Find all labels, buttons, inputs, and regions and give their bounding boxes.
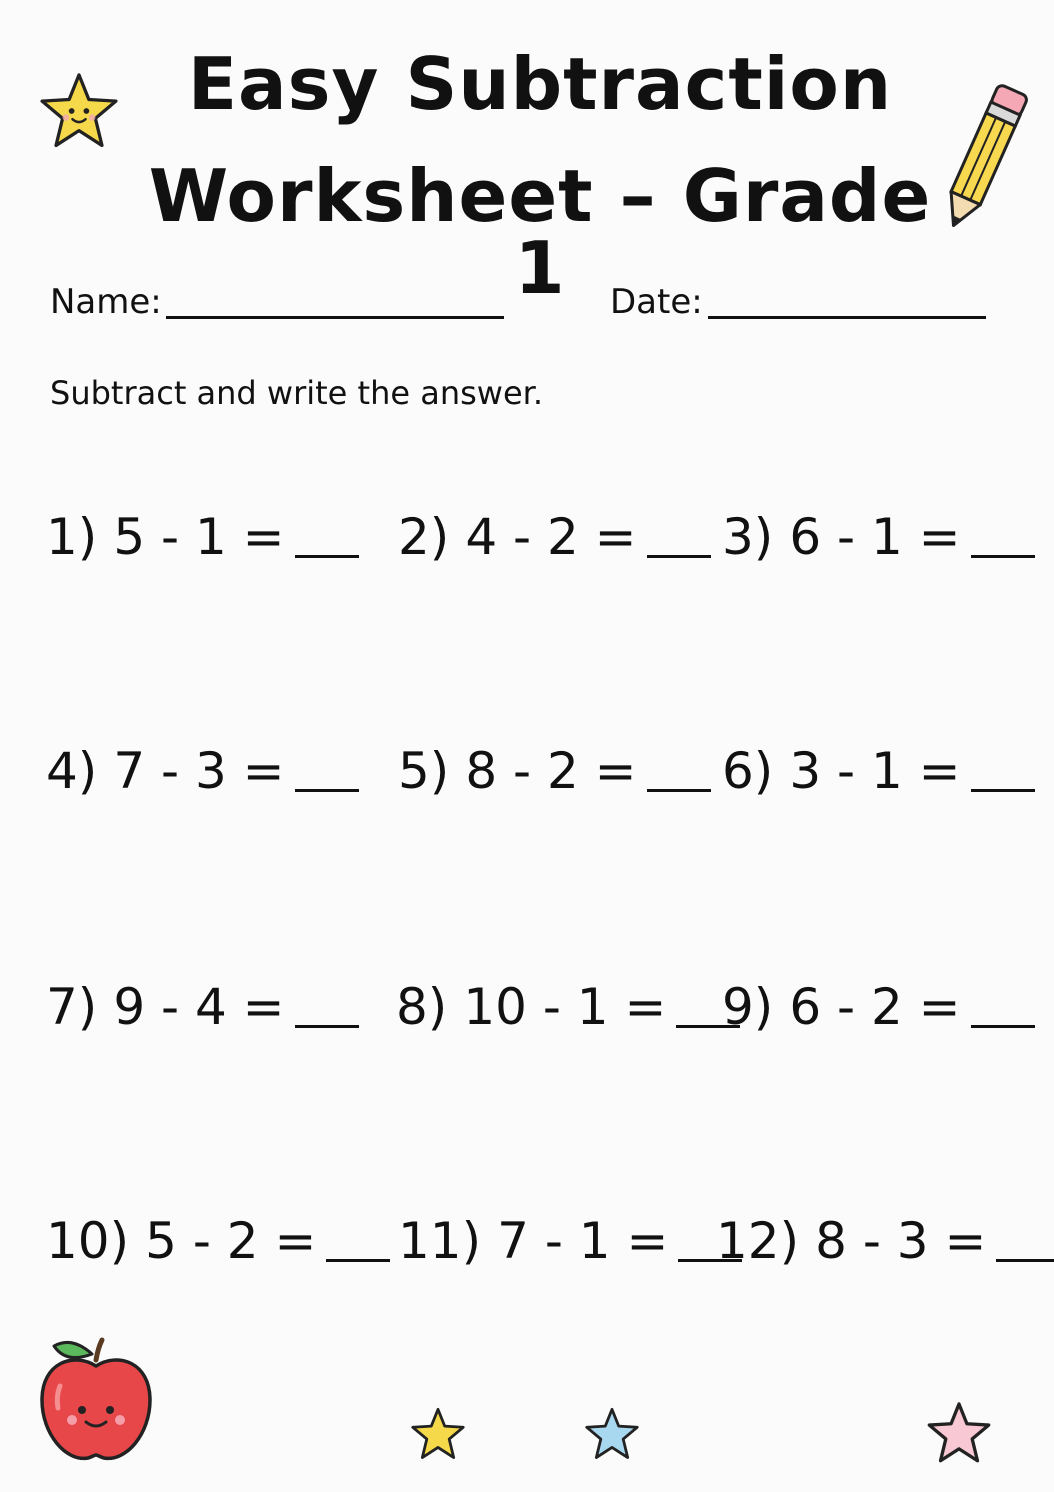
answer-blank[interactable] [295, 789, 359, 792]
problem-item [722, 742, 1035, 800]
problem-number: 8) [396, 978, 448, 1036]
smiling-star-icon [38, 70, 120, 152]
problem-item [46, 508, 359, 566]
instructions-text: Subtract and write the answer. [50, 374, 544, 412]
problem-number: 3) [722, 508, 774, 566]
answer-blank[interactable] [647, 789, 711, 792]
date-field[interactable] [708, 316, 986, 319]
problem-expression: 7 - 3 = [113, 742, 285, 800]
worksheet-title-line1: Easy Subtraction [187, 42, 893, 126]
problem-item [398, 742, 711, 800]
smiling-apple-icon [36, 1334, 156, 1466]
problem-item [46, 742, 359, 800]
answer-blank[interactable] [647, 555, 711, 558]
worksheet-title-line2: Worksheet – Grade 1 [148, 154, 932, 310]
problem-expression: 8 - 3 = [815, 1212, 987, 1270]
problem-number: 2) [398, 508, 450, 566]
answer-blank[interactable] [971, 1025, 1035, 1028]
problem-expression: 4 - 2 = [465, 508, 637, 566]
problem-item [722, 508, 1035, 566]
problem-number: 11) [398, 1212, 482, 1270]
problem-number: 7) [46, 978, 98, 1036]
answer-blank[interactable] [295, 1025, 359, 1028]
problem-expression: 8 - 2 = [465, 742, 637, 800]
date-label: Date: [610, 282, 703, 322]
problem-expression: 5 - 1 = [113, 508, 285, 566]
problem-expression: 6 - 2 = [789, 978, 961, 1036]
answer-blank[interactable] [971, 789, 1035, 792]
pencil-icon [934, 74, 1034, 240]
problem-number: 1) [46, 508, 98, 566]
name-label: Name: [50, 282, 162, 322]
problem-number: 6) [722, 742, 774, 800]
answer-blank[interactable] [971, 555, 1035, 558]
name-field[interactable] [166, 316, 504, 319]
problem-expression: 7 - 1 = [497, 1212, 669, 1270]
problem-number: 12) [716, 1212, 800, 1270]
problem-item [398, 1212, 742, 1270]
problem-number: 4) [46, 742, 98, 800]
problem-number: 9) [722, 978, 774, 1036]
problem-expression: 10 - 1 = [463, 978, 667, 1036]
problem-item [46, 1212, 390, 1270]
problem-item [46, 978, 359, 1036]
problem-item [398, 508, 711, 566]
blue-star-icon [584, 1406, 640, 1462]
problem-number: 5) [398, 742, 450, 800]
problem-expression: 9 - 4 = [113, 978, 285, 1036]
answer-blank[interactable] [326, 1259, 390, 1262]
answer-blank[interactable] [295, 555, 359, 558]
problem-expression: 5 - 2 = [145, 1212, 317, 1270]
problem-item [396, 978, 740, 1036]
problem-expression: 6 - 1 = [789, 508, 961, 566]
problem-expression: 3 - 1 = [789, 742, 961, 800]
yellow-star-icon [410, 1406, 466, 1462]
problem-number: 10) [46, 1212, 130, 1270]
answer-blank[interactable] [996, 1259, 1054, 1262]
problem-item [722, 978, 1035, 1036]
problem-item [716, 1212, 1054, 1270]
pink-star-icon [926, 1400, 992, 1466]
